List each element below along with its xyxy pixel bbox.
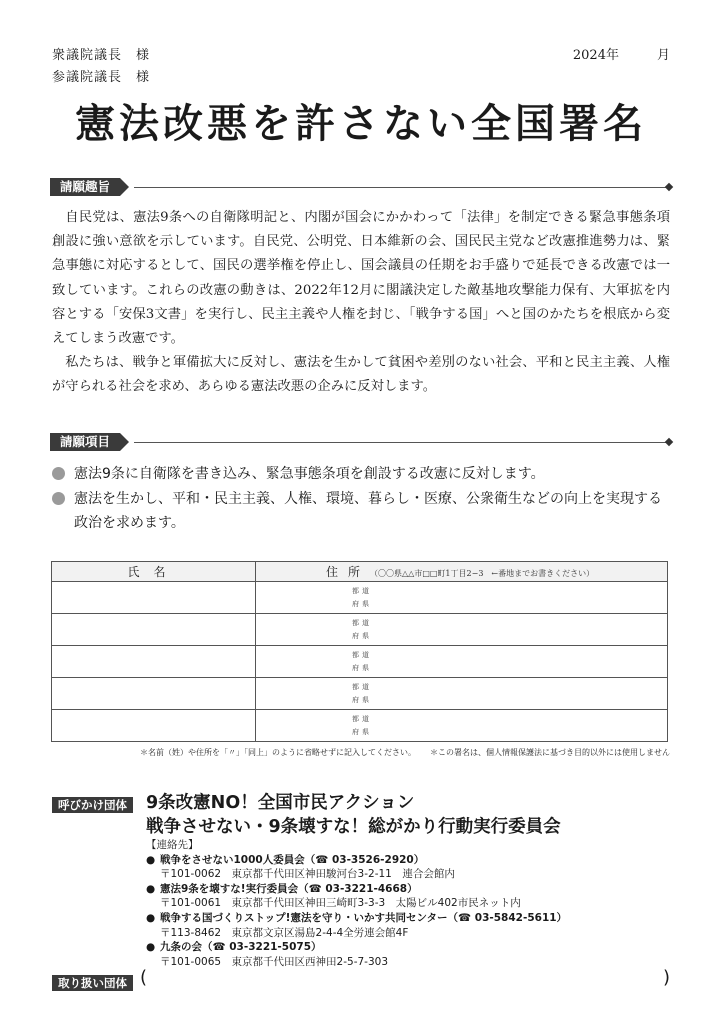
contact-name: ● 戦争する国づくりストップ!憲法を守り・いかす共同センター（☎ 03-5842-5611） xyxy=(146,911,568,924)
date-month: 月 xyxy=(656,48,670,63)
address-column-header: 住所（〇〇県△△市□□町1丁目2−3 ←番地までお書きください） xyxy=(256,562,668,582)
bullet-icon: ● xyxy=(146,911,156,924)
petition-item-2: 憲法を生かし、平和・民主主義、人権、環境、暮らし・医療、公衆衛生などの向上を実現する政治を求めます。 xyxy=(52,487,670,535)
address-cell[interactable]: 都道 府県 xyxy=(256,582,668,614)
handling-close-paren: ) xyxy=(662,967,670,988)
purpose-paragraph-2: 私たちは、戦争と軍備拡大に反対し、憲法を生かして貧困や差別のない社会、平和と民主主義、人権が守られる社会を求め、あらゆる憲法改悪の企みに反対します。 xyxy=(52,355,670,395)
address-cell[interactable]: 都道 府県 xyxy=(256,646,668,678)
name-cell[interactable] xyxy=(52,646,256,678)
petition-item-1: 憲法9条に自衛隊を書き込み、緊急事態条項を創設する改憲に反対します。 xyxy=(52,462,670,486)
name-cell[interactable] xyxy=(52,614,256,646)
bullet-dot-icon xyxy=(52,467,65,480)
purpose-heading: 請願趣旨 xyxy=(50,178,120,196)
signature-row xyxy=(52,614,668,646)
contact-address: 〒101-0065 東京都千代田区西神田2-5-7-303 xyxy=(160,955,389,968)
date-field xyxy=(573,44,670,63)
organizer-1: 9条改憲NO！全国市民アクション xyxy=(146,793,415,813)
contacts-block xyxy=(146,838,567,969)
page-title: 憲法改悪を許さない全国署名 xyxy=(75,100,647,147)
addressee-upper-house: 参議院議長 様 xyxy=(52,70,151,85)
organizer-2: 戦争させない・9条壊すな！総がかり行動実行委員会 xyxy=(146,817,561,837)
bullet-dot-icon xyxy=(52,492,65,505)
contact-label: 【連絡先】 xyxy=(146,839,199,851)
note-no-abbreviation: ＊名前（姓）や住所を「〃」「同上」のように省略せずに記入してください。 xyxy=(140,748,416,757)
petition-items xyxy=(52,462,670,536)
contact-name: ● 憲法9条を壊すな!実行委員会（☎ 03-3221-4668） xyxy=(146,882,418,895)
organizers-tag: 呼びかけ団体 xyxy=(52,794,133,813)
address-cell[interactable]: 都道 府県 xyxy=(256,614,668,646)
addressee-lower-house: 衆議院議長 様 xyxy=(52,48,151,63)
signature-notes xyxy=(126,747,670,758)
contact-address: 〒101-0061 東京都千代田区神田三崎町3-3-3 太陽ビル402市民ネット内 xyxy=(160,897,521,910)
handling-open-paren: ( xyxy=(140,967,148,988)
purpose-body xyxy=(52,206,670,400)
handling-tag: 取り扱い団体 xyxy=(52,972,133,991)
items-heading: 請願項目 xyxy=(50,433,120,451)
name-cell[interactable] xyxy=(52,678,256,710)
purpose-section-header xyxy=(50,177,670,197)
name-cell[interactable] xyxy=(52,710,256,742)
name-column-header: 氏名 xyxy=(52,562,256,582)
contact-name: ● 戦争をさせない1000人委員会（☎ 03-3526-2920） xyxy=(146,853,425,866)
bullet-icon: ● xyxy=(146,882,156,895)
signature-table-header xyxy=(52,562,668,582)
signature-row xyxy=(52,582,668,614)
signature-table xyxy=(51,561,668,742)
contact-name: ● 九条の会（☎ 03-3221-5075） xyxy=(146,941,322,954)
address-cell[interactable]: 都道 府県 xyxy=(256,710,668,742)
name-cell[interactable] xyxy=(52,582,256,614)
address-cell[interactable]: 都道 府県 xyxy=(256,678,668,710)
date-year: 2024年 xyxy=(572,48,619,63)
contact-address: 〒113-8462 東京都文京区湯島2-4-4全労連会館4F xyxy=(160,926,409,939)
signature-row xyxy=(52,678,668,710)
note-privacy: ＊この署名は、個人情報保護法に基づき目的以外には使用しません xyxy=(430,748,670,757)
section-divider xyxy=(134,442,670,443)
items-section-header xyxy=(50,432,670,452)
section-divider xyxy=(134,187,670,188)
bullet-icon: ● xyxy=(146,853,156,866)
bullet-icon: ● xyxy=(146,941,156,954)
purpose-paragraph-1: 自民党は、憲法9条への自衛隊明記と、内閣が国会にかかわって「法律」を制定できる緊急事態条項創設に強い意欲を示しています。自民党、公明党、日本維新の会、国民民主党など改憲推進勢力は、緊急事態に対応するとして、国民の選挙権を停止し、国会議員の任期をお手盛りで延長できる改憲では一致しています。これらの改憲の動きは、2022年12月に閣議決定した敵基地攻撃能力保有、大軍拡を内容とする「安保3文書」を実行し、民主主義や人権を封じ、「戦争する国」へと国のかたちを根底から変えてしまう改憲です。 xyxy=(52,210,670,347)
signature-row xyxy=(52,646,668,678)
contact-address: 〒101-0062 東京都千代田区神田駿河台3-2-11 連合会館内 xyxy=(160,868,455,881)
signature-row xyxy=(52,710,668,742)
